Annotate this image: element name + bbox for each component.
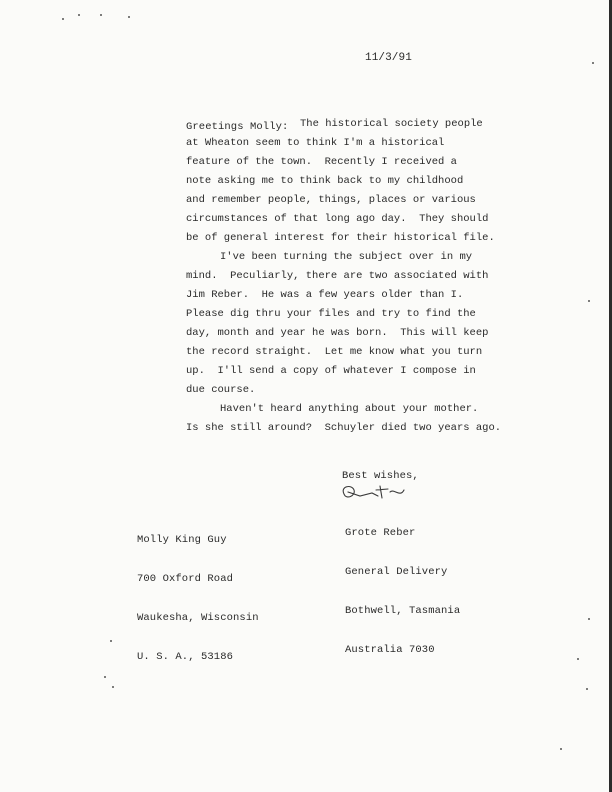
paper-speck [78, 14, 80, 16]
body-line: note asking me to think back to my childhood [186, 175, 464, 187]
paper-speck [62, 18, 64, 20]
body-line: Haven't heard anything about your mother. [220, 403, 479, 415]
letter-date: 11/3/91 [365, 52, 412, 64]
body-line: circumstances of that long ago day. They should [186, 213, 489, 225]
body-line: day, month and year he was born. This will keep [186, 327, 489, 339]
paper-speck [592, 62, 594, 64]
body-line: I've been turning the subject over in my [220, 251, 473, 263]
paper-speck [128, 16, 130, 18]
paper-speck [100, 14, 102, 16]
body-line: up. I'll send a copy of whatever I compose in [186, 365, 476, 377]
sender-address-line: Bothwell, Tasmania [345, 605, 461, 617]
body-line: Please dig thru your files and try to find the [186, 308, 476, 320]
recipient-address-line: Waukesha, Wisconsin [137, 612, 259, 624]
sender-address-line: Australia 7030 [345, 644, 435, 656]
body-line: mind. Peculiarly, there are two associated with [186, 270, 489, 282]
paper-speck [588, 300, 590, 302]
recipient-address-line: 700 Oxford Road [137, 573, 234, 585]
paper-speck [110, 640, 112, 642]
body-line: Jim Reber. He was a few years older than I. [186, 289, 464, 301]
sender-address [345, 501, 460, 683]
body-line: The historical society people [300, 118, 483, 130]
paper-speck [112, 686, 114, 688]
paper-speck [560, 748, 562, 750]
body-line: and remember people, things, places or various [186, 194, 476, 206]
recipient-address-line: U. S. A., 53186 [137, 651, 234, 663]
recipient-name: Molly King Guy [137, 534, 227, 546]
paper-speck [586, 688, 588, 690]
body-line: feature of the town. Recently I received a [186, 156, 457, 168]
body-line: be of general interest for their historical file. [186, 232, 495, 244]
letter-closing: Best wishes, [342, 470, 419, 482]
body-line: Is she still around? Schuyler died two years ago. [186, 422, 502, 434]
body-line: the record straight. Let me know what you turn [186, 346, 483, 358]
recipient-address [137, 508, 259, 690]
paper-speck [104, 676, 106, 678]
sender-name: Grote Reber [345, 527, 416, 539]
body-line: due course. [186, 384, 256, 396]
letter-greeting: Greetings Molly: [186, 121, 289, 133]
paper-speck [577, 658, 579, 660]
sender-address-line: General Delivery [345, 566, 448, 578]
body-line: at Wheaton seem to think I'm a historical [186, 137, 445, 149]
paper-speck [588, 618, 590, 620]
